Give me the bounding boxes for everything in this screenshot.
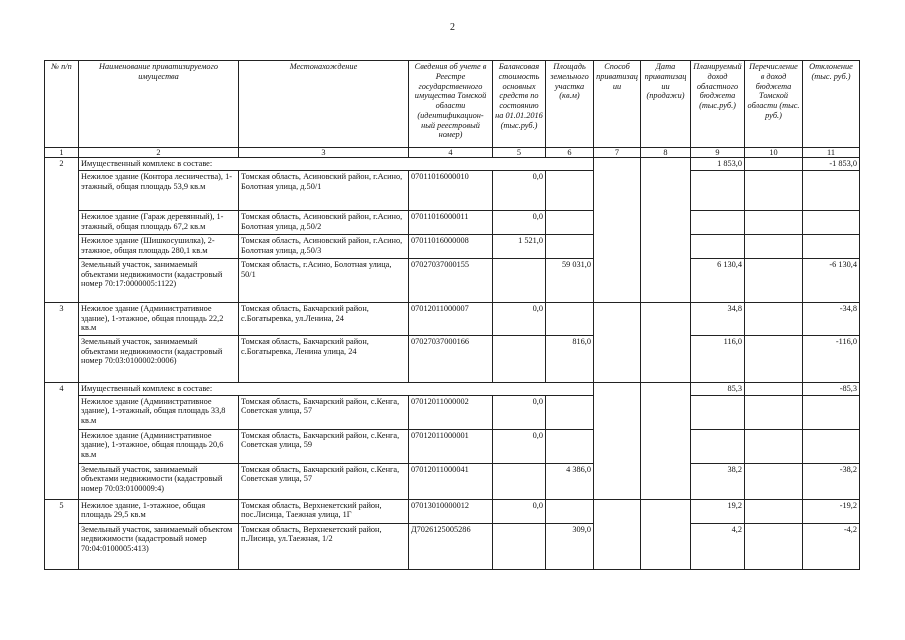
table-row [45,395,860,429]
date-cell [641,382,691,499]
method-cell [594,158,641,303]
header-transferred: Перечисление в доход бюджета Томской области (тыс. руб.) [745,61,803,148]
item-location: Томская область, Бакчарский район, с.Богатыревка, ул.Ленина, 24 [239,302,409,335]
page-number: 2 [450,22,455,33]
transferred-cell [745,523,803,569]
column-number: 8 [641,148,691,158]
item-name: Нежилое здание (Административное здание), 1-этажный, общая площадь 33,8 кв.м [79,395,239,429]
item-balance: 1 521,0 [493,234,546,258]
item-registry-number: 07012011000041 [409,463,493,499]
item-balance [493,463,546,499]
transferred-cell [745,395,803,429]
column-number: 5 [493,148,546,158]
planned-income-cell: 38,2 [691,463,745,499]
deviation-cell [803,429,860,463]
item-area: 309,0 [546,523,594,569]
item-name: Нежилое здание (Административное здание), 1-этажное, общая площадь 20,6 кв.м [79,429,239,463]
transferred-cell [745,463,803,499]
column-number: 9 [691,148,745,158]
header-no: № п/п [45,61,79,148]
item-registry-number: 07011016000010 [409,170,493,210]
item-area: 816,0 [546,335,594,382]
transferred-cell [745,158,803,171]
transferred-cell [745,210,803,234]
item-area [546,499,594,523]
table-row [45,170,860,210]
transferred-cell [745,258,803,302]
header-balance: Балансовая стоимость основных средств по состоянию на 01.01.2016 (тыс.руб.) [493,61,546,148]
item-registry-number: 07012011000007 [409,302,493,335]
method-cell [594,382,641,499]
header-method: Способ приватизац ии [594,61,641,148]
item-registry-number: 07027037000166 [409,335,493,382]
item-balance: 0,0 [493,499,546,523]
item-name: Нежилое здание, 1-этажное, общая площадь 29,5 кв.м [79,499,239,523]
item-area [546,234,594,258]
header-area: Площадь земельного участка (кв.м) [546,61,594,148]
transferred-cell [745,429,803,463]
deviation-cell [803,210,860,234]
planned-income-cell [691,170,745,210]
table-row [45,463,860,499]
item-area [546,395,594,429]
planned-income-cell: 6 130,4 [691,258,745,302]
planned-income-cell [691,234,745,258]
transferred-cell [745,382,803,395]
column-number: 11 [803,148,860,158]
date-cell [641,499,691,569]
deviation-cell: -1 853,0 [803,158,860,171]
column-number: 3 [239,148,409,158]
item-name: Земельный участок, занимаемый объектами недвижимости (кадастровый номер 70:03:0100002:0006) [79,335,239,382]
item-name: Земельный участок, занимаемый объектами недвижимости (кадастровый номер 70:03:0100009:4) [79,463,239,499]
item-registry-number: 07011016000011 [409,210,493,234]
deviation-cell [803,170,860,210]
table-row [45,429,860,463]
planned-income-cell: 19,2 [691,499,745,523]
planned-income-cell: 1 853,0 [691,158,745,171]
item-registry-number: 07012011000001 [409,429,493,463]
transferred-cell [745,335,803,382]
item-location: Томская область, Бакчарский район, с.Кенга, Советская улица, 57 [239,463,409,499]
item-name: Земельный участок, занимаемый объектом недвижимости (кадастровый номер 70:04:0100005:413) [79,523,239,569]
item-registry-number: 07011016000008 [409,234,493,258]
group-header-row [45,382,860,395]
item-balance: 0,0 [493,395,546,429]
item-balance [493,258,546,302]
item-balance: 0,0 [493,429,546,463]
column-number: 7 [594,148,641,158]
item-area [546,429,594,463]
deviation-cell: -34,8 [803,302,860,335]
planned-income-cell: 116,0 [691,335,745,382]
header-registry: Сведения об учете в Реестре государственного имущества Томской области (идентификацион-ный реестровый номер) [409,61,493,148]
group-number: 2 [45,158,79,303]
item-name: Нежилое здание (Шишкосушилка), 2-этажное, общая площадь 280,1 кв.м [79,234,239,258]
column-number: 1 [45,148,79,158]
date-cell [641,302,691,382]
item-name: Нежилое здание (Административное здание), 1-этажное, общая площадь 22,2 кв.м [79,302,239,335]
column-number: 6 [546,148,594,158]
item-location: Томская область, Асиновский район, г.Асино, Болотная улица, д.50/1 [239,170,409,210]
item-name: Нежилое здание (Контора лесничества), 1-этажный, общая площадь 53,9 кв.м [79,170,239,210]
group-header: Имущественный комплекс в составе: [79,382,594,395]
header-deviation: Отклонение (тыс. руб.) [803,61,860,148]
item-registry-number: 07013010000012 [409,499,493,523]
transferred-cell [745,302,803,335]
column-number-row [45,148,860,158]
table-row [45,302,860,335]
table-row [45,258,860,302]
deviation-cell: -116,0 [803,335,860,382]
item-location: Томская область, Бакчарский район, с.Кенга, Советская улица, 59 [239,429,409,463]
column-number: 2 [79,148,239,158]
group-number: 5 [45,499,79,569]
item-name: Земельный участок, занимаемый объектами недвижимости (кадастровый номер 70:17:0000005:1122) [79,258,239,302]
deviation-cell: -38,2 [803,463,860,499]
item-location: Томская область, Верхнекетский район, п.Лисица, ул.Таежная, 1/2 [239,523,409,569]
header-location: Местонахождение [239,61,409,148]
deviation-cell: -6 130,4 [803,258,860,302]
planned-income-cell: 4,2 [691,523,745,569]
item-registry-number: 07027037000155 [409,258,493,302]
group-header-row [45,158,860,171]
planned-income-cell [691,429,745,463]
item-balance: 0,0 [493,302,546,335]
item-balance [493,335,546,382]
group-header: Имущественный комплекс в составе: [79,158,594,171]
item-registry-number: 07012011000002 [409,395,493,429]
item-balance: 0,0 [493,170,546,210]
table-row [45,523,860,569]
transferred-cell [745,499,803,523]
planned-income-cell: 34,8 [691,302,745,335]
deviation-cell [803,395,860,429]
item-location: Томская область, Верхнекетский район, пос.Лисица, Таежная улица, 1Г [239,499,409,523]
item-area: 59 031,0 [546,258,594,302]
item-location: Томская область, Бакчарский район, с.Кенга, Советская улица, 57 [239,395,409,429]
group-number: 3 [45,302,79,382]
header-date: Дата приватизац ии (продажи) [641,61,691,148]
privatization-table [44,60,860,570]
item-location: Томская область, г.Асино, Болотная улица, 50/1 [239,258,409,302]
table-row [45,499,860,523]
date-cell [641,158,691,303]
item-area: 4 386,0 [546,463,594,499]
header-row [45,61,860,148]
item-area [546,170,594,210]
item-balance: 0,0 [493,210,546,234]
table-row [45,234,860,258]
deviation-cell: -19,2 [803,499,860,523]
planned-income-cell [691,395,745,429]
header-planned-income: Планируемый доход областного бюджета (тыс.руб.) [691,61,745,148]
table-row [45,210,860,234]
method-cell [594,302,641,382]
item-location: Томская область, Асиновский район, г.Асино, Болотная улица, д.50/3 [239,234,409,258]
transferred-cell [745,234,803,258]
item-name: Нежилое здание (Гараж деревянный), 1-этажный, общая площадь 67,2 кв.м [79,210,239,234]
deviation-cell [803,234,860,258]
table-row [45,335,860,382]
deviation-cell: -4,2 [803,523,860,569]
group-number: 4 [45,382,79,499]
deviation-cell: -85,3 [803,382,860,395]
item-location: Томская область, Бакчарский район, с.Богатыревка, Ленина улица, 24 [239,335,409,382]
transferred-cell [745,170,803,210]
planned-income-cell: 85,3 [691,382,745,395]
item-location: Томская область, Асиновский район, г.Асино, Болотная улица, д.50/2 [239,210,409,234]
header-name: Наименование приватизируемого имущества [79,61,239,148]
planned-income-cell [691,210,745,234]
item-area [546,302,594,335]
column-number: 10 [745,148,803,158]
column-number: 4 [409,148,493,158]
item-registry-number: Д7026125005286 [409,523,493,569]
item-area [546,210,594,234]
item-balance [493,523,546,569]
method-cell [594,499,641,569]
